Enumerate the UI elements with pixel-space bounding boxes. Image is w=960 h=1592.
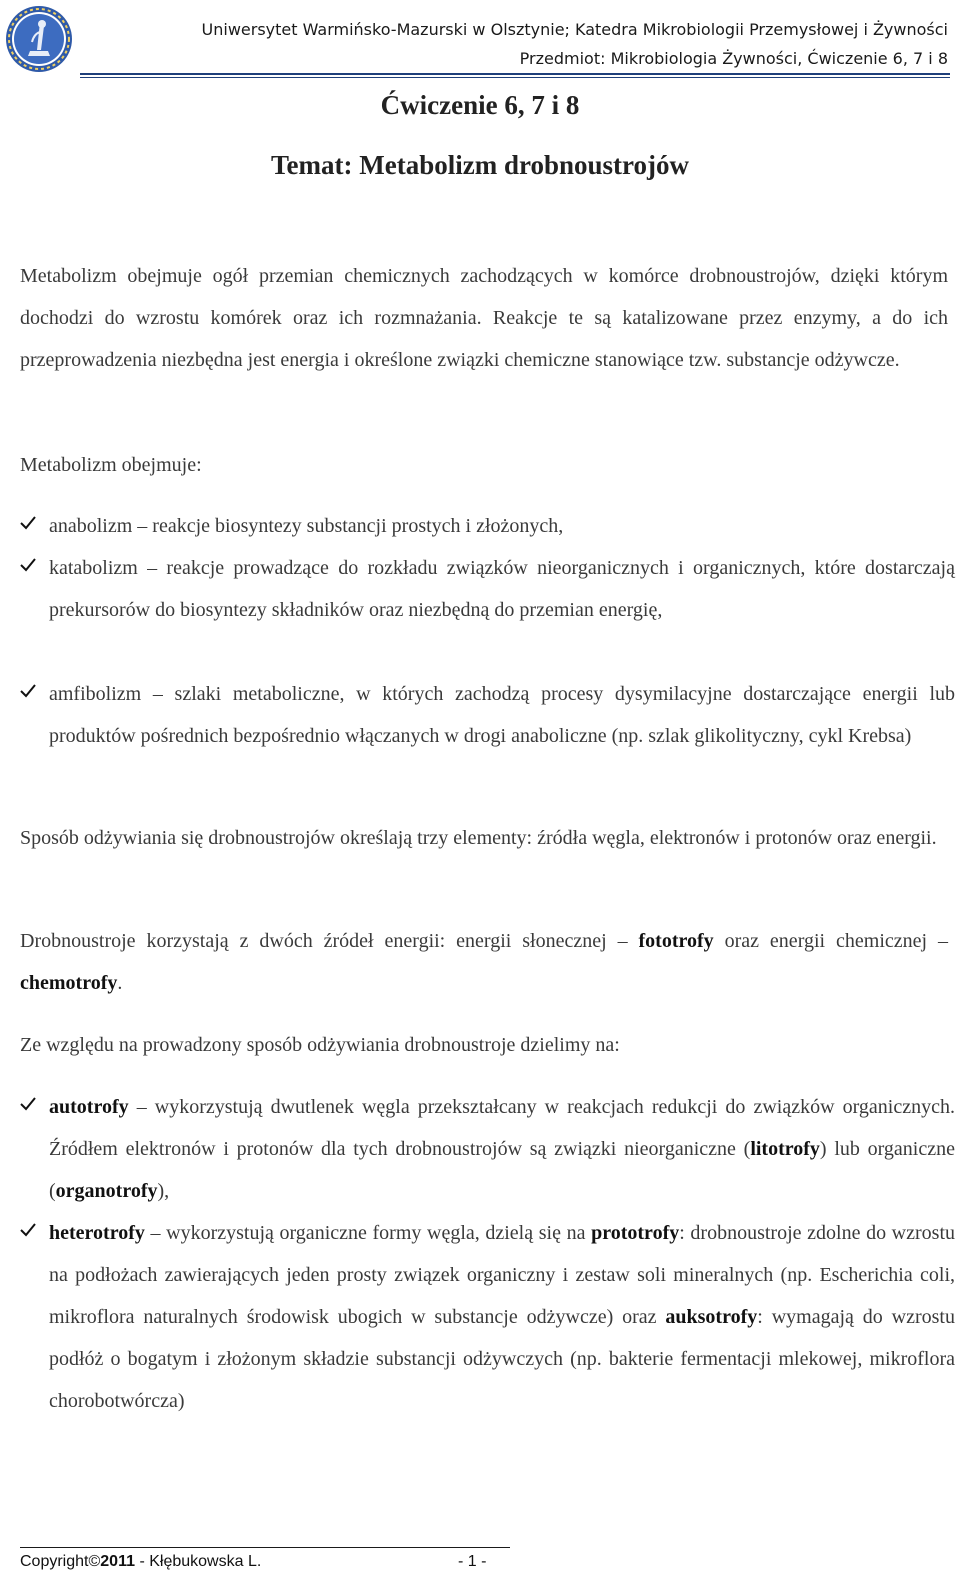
energy-text-1: Drobnoustroje korzystają z dwóch źródeł energii: energii słonecznej – xyxy=(20,930,639,952)
term-chemotrofy: chemotrofy xyxy=(20,972,118,994)
copyright-symbol: © xyxy=(88,1553,101,1570)
energy-text-3: . xyxy=(117,972,123,994)
checkmark-icon xyxy=(20,1096,36,1112)
term-prototrofy: prototrofy xyxy=(591,1222,680,1244)
list-item-text: amfibolizm – szlaki metaboliczne, w których zachodzą procesy dysymilacyjne dostarczające energii lub produktów pośrednich bezpośrednio włączanych w drogi anaboliczne (np. szlak glikolityczny, cykl Krebsa) xyxy=(49,683,955,747)
term-organotrofy: organotrofy xyxy=(55,1180,158,1202)
nutrition-paragraph: Sposób odżywiania się drobnoustrojów określają trzy elementy: źródła węgla, elektronów i protonów oraz energii. xyxy=(20,827,937,849)
footer-copyright xyxy=(20,1553,261,1571)
term-autotrofy: autotrofy xyxy=(49,1096,129,1118)
metabolism-lead-section xyxy=(20,444,948,486)
term-litotrofy: litotrofy xyxy=(750,1138,820,1160)
intro-paragraph: Metabolizm obejmuje ogół przemian chemicznych zachodzących w komórce drobnoustrojów, dzięki którym dochodzi do wzrostu komórek oraz ich rozmnażania. Reakcje te są katalizowane przez enzymy, a do ich przeprowadzenia niezbędna jest energia i określone związki chemiczne stanowiące tzw. substancje odżywcze. xyxy=(20,265,948,371)
checkmark-icon xyxy=(20,515,36,531)
heterotrofy-text-3: : wymagają do wzrostu podłóż o bogatym i złożonym składzie substancji odżywczych (np. bakterie fermentacji mlekowej, mikroflora chorobotwórcza) xyxy=(49,1306,955,1412)
checkmark-icon xyxy=(20,1222,36,1238)
division-section xyxy=(20,1024,948,1066)
division-lead: Ze względu na prowadzony sposób odżywiania drobnoustroje dzielimy na: xyxy=(20,1034,620,1056)
checkmark-icon xyxy=(20,683,36,699)
term-auksotrofy: auksotrofy xyxy=(665,1306,758,1328)
topic-title: Temat: Metabolizm drobnoustrojów xyxy=(271,150,689,180)
heterotrofy-text-1: – wykorzystują organiczne formy węgla, dzielą się na xyxy=(144,1222,592,1244)
energy-text-2: oraz energii chemicznej – xyxy=(713,930,949,952)
page-header xyxy=(0,0,960,80)
page-footer xyxy=(20,1547,510,1587)
copyright-label: Copyright xyxy=(20,1553,89,1570)
term-fototrofy: fototrofy xyxy=(638,930,714,952)
header-subject: Przedmiot: Mikrobiologia Żywności, Ćwiczenie 6, 7 i 8 xyxy=(519,49,948,68)
header-institution: Uniwersytet Warmińsko-Mazurski w Olsztynie; Katedra Mikrobiologii Przemysłowej i Żywności xyxy=(201,20,948,39)
intro-section xyxy=(20,255,948,381)
nutrition-types-list xyxy=(20,1086,956,1466)
heterotrofy-text-2: : drobnoustroje zdolne do wzrostu na podłożach zawierających jeden prosty związek organiczny i zestaw soli mineralnych (np. Escherichia coli, mikroflora naturalnych środowisk ubogich w substancje odżywcze) oraz xyxy=(49,1222,956,1328)
autotrofy-text-1: – wykorzystują dwutlenek węgla przekształcany w reakcjach redukcji do związków organicznych. Źródłem elektronów i protonów dla tych drobnoustrojów są związki nieorganiczne ( xyxy=(49,1096,955,1160)
autotrofy-text-3: ), xyxy=(157,1180,170,1202)
energy-paragraph xyxy=(20,920,948,1004)
autotrofy-text-2: ) lub organiczne ( xyxy=(49,1138,955,1202)
list-item-text: katabolizm – reakcje prowadzące do rozkładu związków nieorganicznych i organicznych, które dostarczają prekursorów do biosyntezy składników oraz niezbędną do przemian energię, xyxy=(49,557,955,621)
energy-section xyxy=(20,920,948,1004)
metabolism-lead: Metabolizm obejmuje: xyxy=(20,454,202,476)
copyright-author: - Kłębukowska L. xyxy=(135,1553,262,1570)
header-divider-thin xyxy=(80,77,950,78)
footer-divider xyxy=(20,1547,510,1548)
checkmark-icon xyxy=(20,557,36,573)
autotrofy-text xyxy=(49,1086,955,1212)
university-seal-icon xyxy=(4,4,74,74)
list-item-text: anabolizm – reakcje biosyntezy substancji prostych i złożonych, xyxy=(49,515,564,537)
copyright-year: 2011 xyxy=(100,1553,135,1570)
heterotrofy-text xyxy=(49,1212,955,1422)
exercise-title: Ćwiczenie 6, 7 i 8 xyxy=(380,90,580,120)
header-divider xyxy=(80,73,950,75)
page-number: - 1 - xyxy=(458,1553,487,1570)
metabolism-list xyxy=(20,505,955,795)
nutrition-section xyxy=(20,817,948,859)
term-heterotrofy: heterotrofy xyxy=(49,1222,145,1244)
